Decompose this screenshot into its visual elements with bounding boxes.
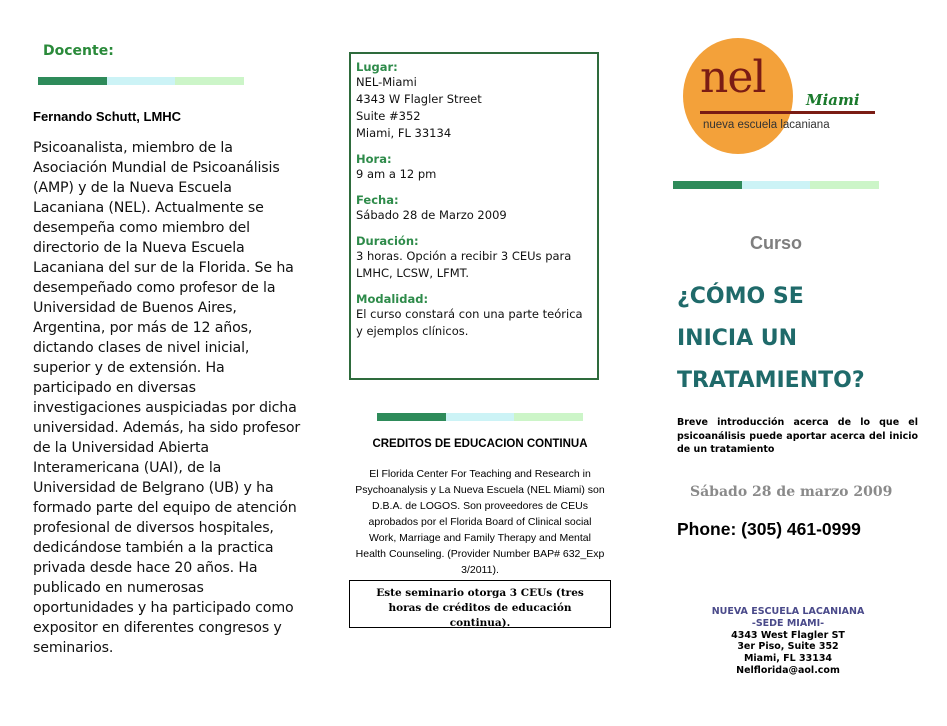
hora-value: 9 am a 12 pm bbox=[356, 167, 437, 181]
organization-address bbox=[688, 606, 888, 677]
course-date: Sábado 28 de marzo 2009 bbox=[690, 484, 893, 500]
instructor-name: Fernando Schutt, LMHC bbox=[33, 109, 182, 124]
course-info-box bbox=[349, 52, 599, 380]
modalidad-value: El curso constará con una parte teórica y ejemplos clínicos. bbox=[356, 307, 583, 338]
course-description: Breve introducción acerca de lo que el psicoanálisis puede aportar acerca del inicio de un tratamiento bbox=[677, 417, 918, 455]
logo-underline bbox=[700, 111, 875, 114]
contact-phone: Phone: (305) 461-0999 bbox=[677, 519, 861, 539]
course-title-line: TRATAMIENTO? bbox=[677, 368, 865, 393]
fecha-label: Fecha: bbox=[356, 193, 399, 207]
decorative-color-bar bbox=[377, 413, 583, 421]
lugar-line: 4343 W Flagler Street bbox=[356, 92, 482, 106]
ceu-notice-box: Este seminario otorga 3 CEUs (tres horas de créditos de educación continua). bbox=[349, 580, 611, 628]
course-title bbox=[677, 276, 927, 402]
org-suite: 3er Piso, Suite 352 bbox=[737, 641, 839, 653]
duracion-value: 3 horas. Opción a recibir 3 CEUs para LMHC, LCSW, LFMT. bbox=[356, 249, 572, 280]
org-name: NUEVA ESCUELA LACANIANA bbox=[711, 606, 865, 617]
course-title-line: ¿CÓMO SE bbox=[677, 284, 804, 309]
modalidad-label: Modalidad: bbox=[356, 292, 429, 306]
org-street: 4343 West Flagler ST bbox=[731, 629, 845, 641]
logo-miami-text: Miami bbox=[806, 91, 860, 109]
nel-miami-logo bbox=[680, 38, 880, 156]
decorative-color-bar bbox=[38, 77, 244, 85]
lugar-line: Suite #352 bbox=[356, 109, 421, 123]
course-kicker: Curso bbox=[750, 233, 803, 253]
instructor-bio: Psicoanalista, miembro de la Asociación Mundial de Psicoanálisis (AMP) y de la Nueva Escuela Lacaniana (NEL). Actualmente se desempeña como miembro del directorio de la Nueva Escuela Lacaniana del sur de la Florida. Se ha desempeñado como profesor de la Universidad de Buenos Aires, Argentina, por más de 12 años, dictando clases de nivel inicial, superior y de extensión. Ha participado en diversas investigaciones auspiciadas por dicha universidad. Además, ha sido profesor de la Universidad Abierta Interamericana (UAI), de la Universidad de Belgrano (UB) y ha formado parte del equipo de atención profesional de diversos hospitales, dedicándose también a la practica privada desde hace 20 años. Ha publicado en numerosas oportunidades y ha participado como expositor en diferentes congresos y seminarios. bbox=[33, 140, 301, 656]
lugar-line: NEL-Miami bbox=[356, 75, 417, 89]
course-title-line: INICIA UN bbox=[677, 326, 798, 351]
fecha-value: Sábado 28 de Marzo 2009 bbox=[356, 208, 507, 222]
org-sede: -SEDE MIAMI- bbox=[751, 617, 825, 629]
docente-heading: Docente: bbox=[43, 43, 114, 59]
org-email: Nelflorida@aol.com bbox=[736, 664, 840, 676]
lugar-line: Miami, FL 33134 bbox=[356, 126, 452, 140]
logo-subtitle: nueva escuela lacaniana bbox=[703, 119, 830, 131]
org-city: Miami, FL 33134 bbox=[743, 653, 833, 665]
credits-body: El Florida Center For Teaching and Research in Psychoanalysis y La Nueva Escuela (NEL Miami) son D.B.A. de LOGOS. Son proveedores de CEUs aprobados por el Florida Board of Clinical social Work, Marriage and Family Therapy and Mental Health Counseling. (Provider Number BAP# 632_Exp 3/2011). bbox=[355, 468, 605, 576]
hora-label: Hora: bbox=[356, 152, 392, 166]
duracion-label: Duración: bbox=[356, 234, 419, 248]
logo-nel-text: nel bbox=[700, 52, 766, 103]
lugar-label: Lugar: bbox=[356, 60, 398, 74]
decorative-color-bar bbox=[673, 181, 879, 189]
credits-title: CREDITOS DE EDUCACION CONTINUA bbox=[372, 438, 588, 450]
